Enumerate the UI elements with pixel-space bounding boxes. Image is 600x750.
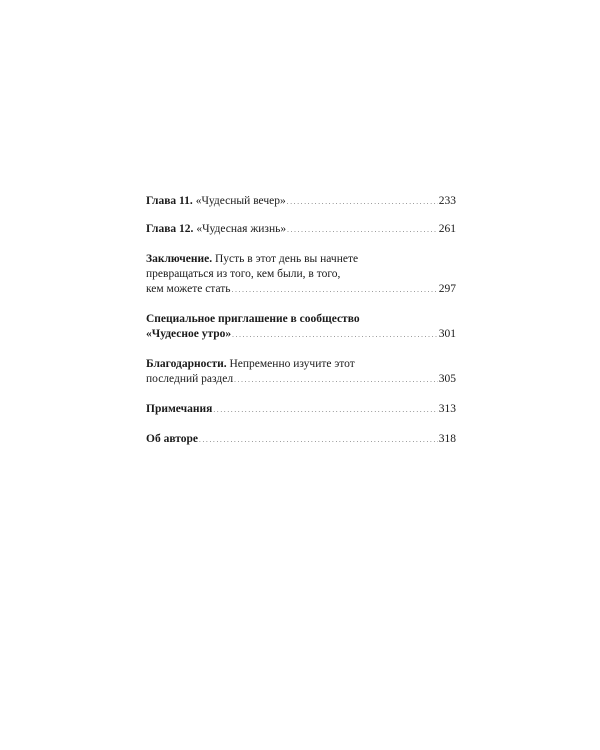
toc-page-number: 261	[438, 223, 456, 235]
toc-entry-acknowledgements[interactable]	[146, 357, 456, 388]
toc-entry-chapter-11[interactable]	[146, 194, 456, 210]
dot-leader	[199, 432, 438, 448]
toc-entry-text: Пусть в этот день вы начнете	[214, 253, 359, 265]
toc-entry-label: Глава 12.	[146, 223, 194, 235]
toc-entry-label: Глава 11.	[146, 195, 193, 207]
dot-leader	[287, 194, 438, 210]
toc-line	[146, 327, 456, 343]
toc-entry-chapter-12[interactable]	[146, 222, 456, 238]
toc-line	[146, 402, 456, 418]
toc-entry-title: «Чудесный вечер»	[195, 195, 286, 207]
toc-entry-label: Благодарности.	[146, 358, 227, 370]
toc-entry-notes[interactable]	[146, 402, 456, 418]
toc-page-number: 233	[438, 195, 456, 207]
toc-line	[146, 194, 456, 210]
toc-entry-conclusion[interactable]	[146, 252, 456, 298]
dot-leader	[232, 327, 438, 343]
dot-leader	[287, 222, 438, 238]
toc-line	[146, 222, 456, 238]
dot-leader	[232, 282, 438, 298]
toc-line: превращаться из того, кем были, в того,	[146, 268, 341, 280]
toc-entry-title: «Чудесное утро»	[146, 328, 232, 340]
toc-page-number: 305	[438, 373, 456, 385]
toc-entry-title: Примечания	[146, 403, 213, 415]
toc-page-number: 313	[438, 403, 456, 415]
toc-line	[146, 252, 456, 267]
toc-entry-text: последний раздел	[146, 373, 234, 385]
toc-page-number: 297	[438, 283, 456, 295]
toc-page-number: 318	[438, 433, 456, 445]
toc-line	[146, 372, 456, 388]
toc-line	[146, 432, 456, 448]
toc-entry-text: кем можете стать	[146, 283, 231, 295]
dot-leader	[234, 372, 438, 388]
toc-entry-title: «Чудесная жизнь»	[196, 223, 287, 235]
toc-entry-about-author[interactable]	[146, 432, 456, 448]
toc-entry-text: Непременно изучите этот	[229, 358, 355, 370]
toc-line	[146, 357, 456, 372]
table-of-contents	[146, 194, 456, 460]
dot-leader	[213, 402, 437, 418]
toc-line	[146, 282, 456, 298]
toc-entry-title: Об авторе	[146, 433, 198, 445]
toc-page-number: 301	[438, 328, 456, 340]
toc-line: Специальное приглашение в сообщество	[146, 313, 360, 325]
toc-entry-invitation[interactable]	[146, 312, 456, 343]
toc-entry-label: Заключение.	[146, 253, 213, 265]
